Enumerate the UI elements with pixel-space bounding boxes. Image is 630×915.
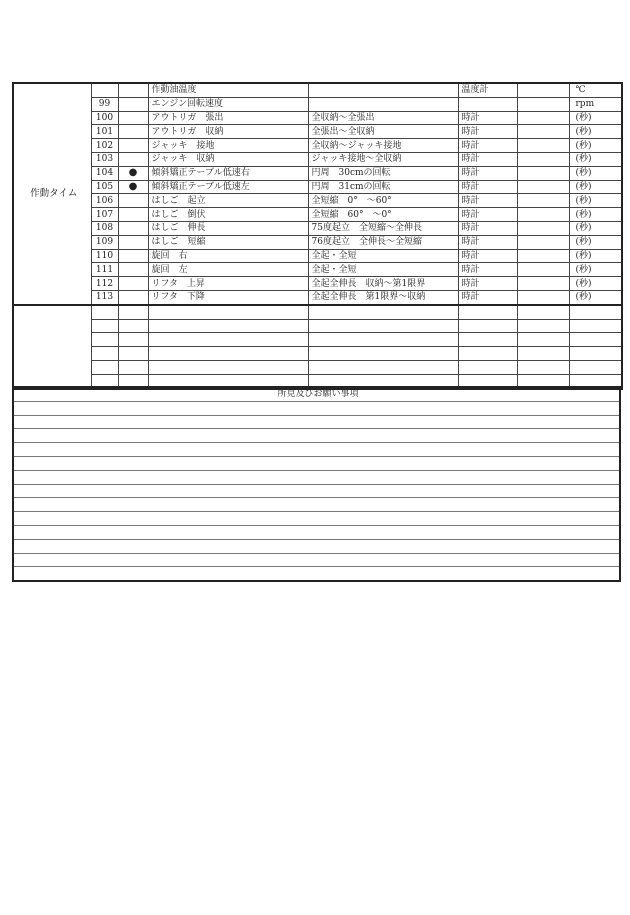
cell-mark — [118, 249, 148, 263]
blank-cell[interactable] — [569, 347, 622, 361]
remarks-line[interactable] — [13, 415, 620, 429]
cell-instrument: 時計 — [458, 166, 517, 180]
blank-cell[interactable] — [308, 319, 458, 333]
blank-cell[interactable] — [517, 333, 569, 347]
table-row — [13, 180, 622, 194]
cell-no: 109 — [91, 235, 118, 249]
cell-instrument: 時計 — [458, 263, 517, 277]
blank-cell[interactable] — [569, 319, 622, 333]
cell-no: 113 — [91, 290, 118, 304]
cell-instrument: 時計 — [458, 277, 517, 291]
cell-no: 104 — [91, 166, 118, 180]
cell-item: はしご 短縮 — [148, 235, 308, 249]
cell-mark: ● — [118, 166, 148, 180]
blank-row — [13, 319, 622, 333]
blank-cell[interactable] — [118, 347, 148, 361]
cell-item: 旋回 左 — [148, 263, 308, 277]
table-row — [13, 152, 622, 166]
blank-cell[interactable] — [458, 333, 517, 347]
blank-cell[interactable] — [118, 333, 148, 347]
cell-item: 傾斜矯正テーブル低速左 — [148, 180, 308, 194]
cell-condition — [308, 83, 458, 97]
remarks-line[interactable] — [13, 429, 620, 443]
cell-mark — [118, 235, 148, 249]
cell-condition: 75度起立 全短縮～全伸長 — [308, 221, 458, 235]
cell-condition: 円周 31cmの回転 — [308, 180, 458, 194]
blank-cell[interactable] — [458, 319, 517, 333]
cell-unit: (秒) — [569, 290, 622, 304]
cell-value[interactable] — [517, 208, 569, 222]
blank-row — [13, 347, 622, 361]
blank-cell[interactable] — [569, 305, 622, 319]
remarks-line[interactable] — [13, 484, 620, 498]
cell-instrument: 時計 — [458, 208, 517, 222]
remarks-line[interactable] — [13, 498, 620, 512]
cell-item: はしご 伸長 — [148, 221, 308, 235]
cell-condition: 76度起立 全伸長～全短縮 — [308, 235, 458, 249]
cell-no — [91, 83, 118, 97]
remarks-line[interactable] — [13, 553, 620, 567]
table-row — [13, 277, 622, 291]
table-row — [13, 125, 622, 139]
table-row — [13, 249, 622, 263]
cell-value[interactable] — [517, 97, 569, 111]
blank-cell[interactable] — [91, 360, 118, 374]
blank-cell[interactable] — [148, 319, 308, 333]
table-row — [13, 290, 622, 304]
blank-cell[interactable] — [308, 333, 458, 347]
blank-cell[interactable] — [458, 305, 517, 319]
cell-item: はしご 倒伏 — [148, 208, 308, 222]
table-row — [13, 83, 622, 97]
blank-cell[interactable] — [91, 347, 118, 361]
cell-no: 110 — [91, 249, 118, 263]
cell-value[interactable] — [517, 194, 569, 208]
cell-condition: 全起・全短 — [308, 263, 458, 277]
blank-cell[interactable] — [148, 360, 308, 374]
cell-condition: 全起全伸長 第1限界～収納 — [308, 290, 458, 304]
cell-mark — [118, 111, 148, 125]
section-label: 作動タイム — [13, 83, 91, 305]
blank-cell[interactable] — [118, 305, 148, 319]
blank-cell[interactable] — [148, 347, 308, 361]
cell-no: 100 — [91, 111, 118, 125]
remarks-line[interactable] — [13, 567, 620, 581]
cell-unit: (秒) — [569, 166, 622, 180]
table-row — [13, 194, 622, 208]
cell-no: 112 — [91, 277, 118, 291]
blank-row — [13, 305, 622, 319]
table-row — [13, 97, 622, 111]
cell-value[interactable] — [517, 277, 569, 291]
cell-unit: (秒) — [569, 139, 622, 153]
cell-instrument: 時計 — [458, 235, 517, 249]
cell-value[interactable] — [517, 263, 569, 277]
remarks-line[interactable] — [13, 443, 620, 457]
cell-instrument: 時計 — [458, 290, 517, 304]
blank-cell[interactable] — [308, 347, 458, 361]
blank-cell[interactable] — [308, 305, 458, 319]
cell-instrument: 時計 — [458, 180, 517, 194]
cell-item: アウトリガ 張出 — [148, 111, 308, 125]
blank-cell[interactable] — [458, 347, 517, 361]
cell-value[interactable] — [517, 290, 569, 304]
cell-condition: 全起全伸長 収納～第1限界 — [308, 277, 458, 291]
cell-mark — [118, 208, 148, 222]
cell-unit: (秒) — [569, 249, 622, 263]
blank-cell[interactable] — [91, 333, 118, 347]
blank-cell[interactable] — [517, 347, 569, 361]
table-row — [13, 221, 622, 235]
cell-unit: (秒) — [569, 194, 622, 208]
remarks-table — [12, 386, 621, 582]
cell-no: 102 — [91, 139, 118, 153]
cell-condition: 全起・全短 — [308, 249, 458, 263]
cell-item: エンジン回転速度 — [148, 97, 308, 111]
cell-mark — [118, 221, 148, 235]
blank-cell[interactable] — [118, 360, 148, 374]
cell-mark — [118, 139, 148, 153]
cell-item: はしご 起立 — [148, 194, 308, 208]
blank-cell[interactable] — [517, 319, 569, 333]
cell-no: 108 — [91, 221, 118, 235]
remarks-line[interactable] — [13, 470, 620, 484]
cell-mark — [118, 83, 148, 97]
cell-mark — [118, 290, 148, 304]
blank-section-label — [13, 305, 91, 389]
blank-cell[interactable] — [118, 319, 148, 333]
cell-unit: (秒) — [569, 277, 622, 291]
remarks-line[interactable] — [13, 512, 620, 526]
remarks-line[interactable] — [13, 401, 620, 415]
cell-value[interactable] — [517, 235, 569, 249]
cell-no: 103 — [91, 152, 118, 166]
cell-instrument: 温度計 — [458, 83, 517, 97]
cell-condition: 全収納～ジャッキ接地 — [308, 139, 458, 153]
cell-instrument: 時計 — [458, 194, 517, 208]
cell-condition: ジャッキ接地～全収納 — [308, 152, 458, 166]
table-row — [13, 166, 622, 180]
cell-mark — [118, 152, 148, 166]
cell-item: ジャッキ 収納 — [148, 152, 308, 166]
cell-unit: ℃ — [569, 83, 622, 97]
blank-cell[interactable] — [91, 319, 118, 333]
cell-no: 105 — [91, 180, 118, 194]
cell-value[interactable] — [517, 166, 569, 180]
operation-time-table — [12, 82, 623, 390]
cell-mark — [118, 263, 148, 277]
cell-value[interactable] — [517, 139, 569, 153]
cell-value[interactable] — [517, 180, 569, 194]
cell-unit: (秒) — [569, 235, 622, 249]
blank-row — [13, 360, 622, 374]
blank-cell[interactable] — [308, 360, 458, 374]
cell-value[interactable] — [517, 111, 569, 125]
cell-value[interactable] — [517, 83, 569, 97]
cell-value[interactable] — [517, 152, 569, 166]
blank-cell[interactable] — [458, 360, 517, 374]
remarks-line[interactable] — [13, 525, 620, 539]
cell-no: 101 — [91, 125, 118, 139]
cell-value[interactable] — [517, 249, 569, 263]
table-row — [13, 139, 622, 153]
remarks-line[interactable] — [13, 539, 620, 553]
cell-unit: (秒) — [569, 208, 622, 222]
cell-mark — [118, 97, 148, 111]
cell-condition: 全短縮 0° ～60° — [308, 194, 458, 208]
cell-unit: (秒) — [569, 221, 622, 235]
cell-no: 107 — [91, 208, 118, 222]
cell-condition: 全張出～全収納 — [308, 125, 458, 139]
cell-unit: rpm — [569, 97, 622, 111]
table-row — [13, 208, 622, 222]
blank-cell[interactable] — [517, 360, 569, 374]
cell-condition — [308, 97, 458, 111]
cell-unit: (秒) — [569, 125, 622, 139]
cell-instrument: 時計 — [458, 152, 517, 166]
blank-cell[interactable] — [148, 333, 308, 347]
cell-no: 106 — [91, 194, 118, 208]
cell-instrument: 時計 — [458, 111, 517, 125]
cell-instrument: 時計 — [458, 249, 517, 263]
cell-mark — [118, 277, 148, 291]
cell-item: リフタ 上昇 — [148, 277, 308, 291]
cell-value[interactable] — [517, 221, 569, 235]
cell-unit: (秒) — [569, 180, 622, 194]
cell-item: 作動油温度 — [148, 83, 308, 97]
cell-no: 111 — [91, 263, 118, 277]
table-row — [13, 263, 622, 277]
blank-row — [13, 333, 622, 347]
cell-mark: ● — [118, 180, 148, 194]
cell-item: 傾斜矯正テーブル低速右 — [148, 166, 308, 180]
cell-item: ジャッキ 接地 — [148, 139, 308, 153]
blank-cell[interactable] — [91, 305, 118, 319]
cell-unit: (秒) — [569, 263, 622, 277]
cell-mark — [118, 194, 148, 208]
cell-unit: (秒) — [569, 111, 622, 125]
cell-no: 99 — [91, 97, 118, 111]
remarks-title: 所見及びお願い事項 — [13, 387, 620, 401]
remarks-line[interactable] — [13, 456, 620, 470]
cell-condition: 円周 30cmの回転 — [308, 166, 458, 180]
table-row — [13, 111, 622, 125]
blank-cell[interactable] — [148, 305, 308, 319]
cell-condition: 全短縮 60° ～0° — [308, 208, 458, 222]
cell-unit: (秒) — [569, 152, 622, 166]
cell-mark — [118, 125, 148, 139]
cell-value[interactable] — [517, 125, 569, 139]
cell-instrument: 時計 — [458, 221, 517, 235]
blank-cell[interactable] — [569, 333, 622, 347]
cell-item: リフタ 下降 — [148, 290, 308, 304]
cell-condition: 全収納～全張出 — [308, 111, 458, 125]
cell-instrument: 時計 — [458, 125, 517, 139]
blank-cell[interactable] — [569, 360, 622, 374]
table-row — [13, 235, 622, 249]
cell-item: 旋回 右 — [148, 249, 308, 263]
cell-instrument: 時計 — [458, 139, 517, 153]
cell-item: アウトリガ 収納 — [148, 125, 308, 139]
cell-instrument — [458, 97, 517, 111]
blank-cell[interactable] — [517, 305, 569, 319]
